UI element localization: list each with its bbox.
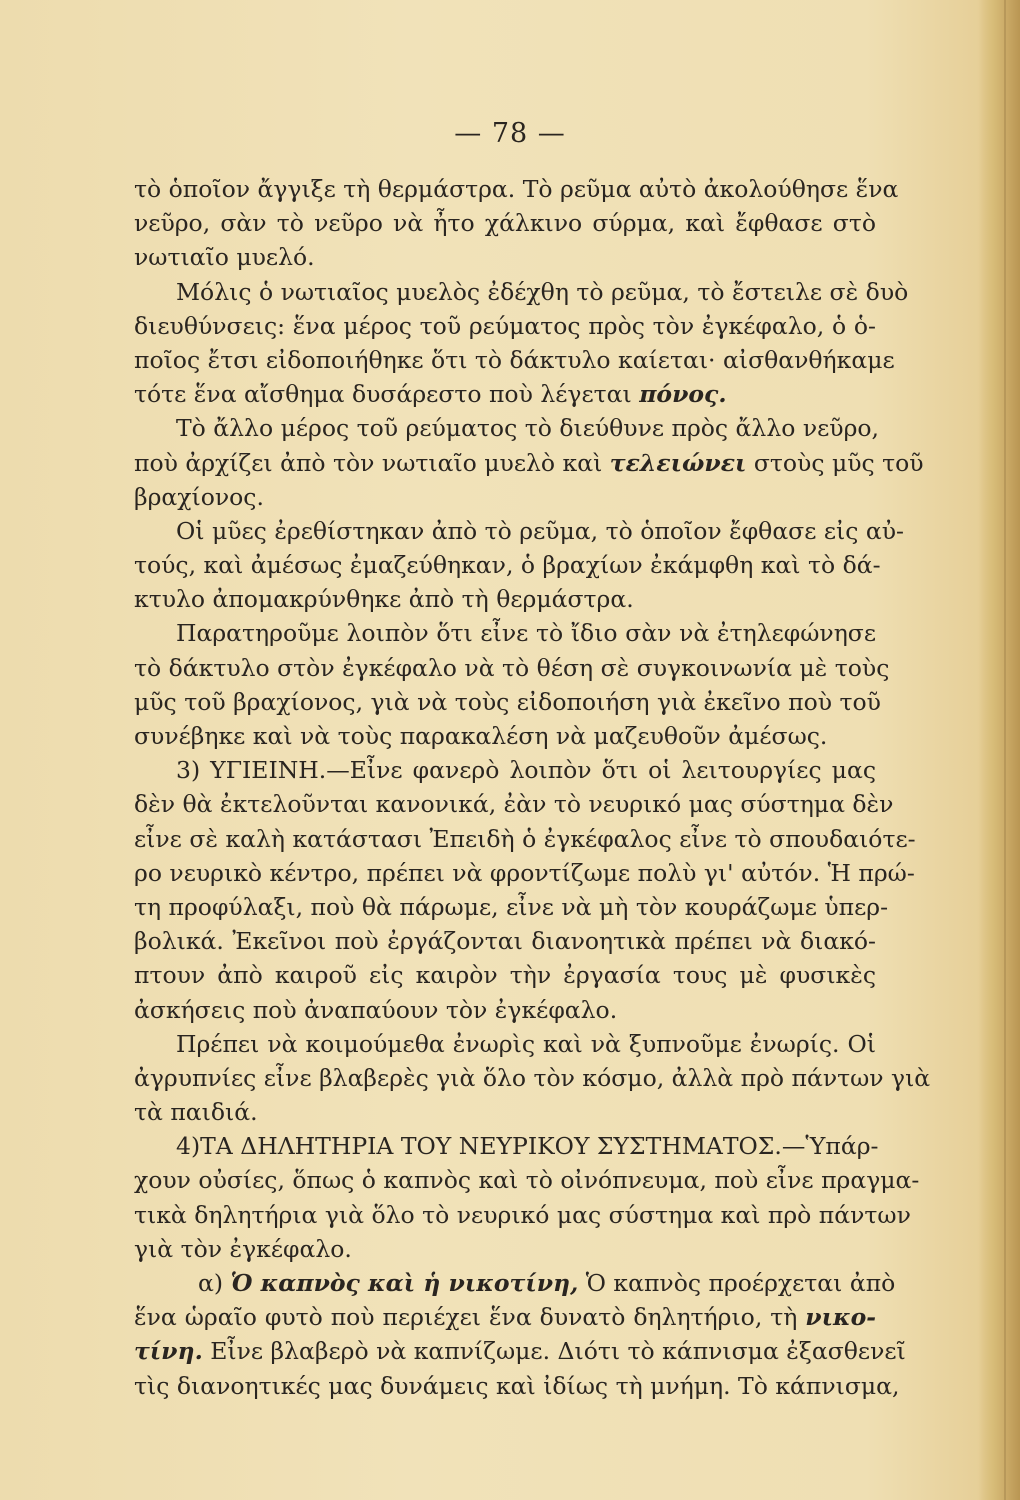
text-line: τὰ παιδιά. <box>134 1098 258 1127</box>
text-fragment: τότε ἕνα αἴσθημα δυσάρεστο ποὺ λέγεται <box>134 380 632 409</box>
emphasis-pain: πόνος. <box>639 380 727 409</box>
text-line: ἀσκήσεις ποὺ ἀναπαύουν τὸν ἐγκέφαλο. <box>134 995 618 1024</box>
text-line: ἀγρυπνίες εἶνε βλαβερὲς γιὰ ὅλο τὸν κόσμο, ἀλλὰ πρὸ πάντων γιὰ <box>134 1063 931 1092</box>
text-line: τὸ δάκτυλο στὸν ἐγκέφαλο νὰ τὸ θέση σὲ συγκοινωνία μὲ τοὺς <box>134 653 890 682</box>
text-line: τὶς διανοητικές μας δυνάμεις καὶ ἰδίως τὴ μνήμη. Τὸ κάπνισμα, <box>134 1371 900 1400</box>
text-line: ρο νευρικὸ κέντρο, πρέπει νὰ φροντίζωμε πολὺ γι' αὐτόν. Ἡ πρώ- <box>134 858 915 887</box>
text-line: τὸ ὁποῖον ἄγγιξε τὴ θερμάστρα. Τὸ ρεῦμα αὐτὸ ἀκολούθησε ἕνα <box>134 175 899 203</box>
body-text <box>134 172 931 1403</box>
text-fragment: Εἶνε βλαβερὸ νὰ καπνίζωμε. Διότι τὸ κάπνισμα ἐξασθενεῖ <box>210 1337 906 1366</box>
text-line: πτουν ἀπὸ καιροῦ εἰς καιρὸν τὴν ἐργασία τους μὲ φυσικὲς <box>134 961 876 990</box>
text-line: δὲν θὰ ἐκτελοῦνται κανονικά, ἐὰν τὸ νευρικό μας σύστημα δὲν <box>134 790 894 819</box>
text-line: τούς, καὶ ἀμέσως ἐμαζεύθηκαν, ὁ βραχίων ἐκάμφθη καὶ τὸ δά- <box>134 551 881 580</box>
text-line: συνέβηκε καὶ νὰ τοὺς παρακαλέση νὰ μαζευθοῦν ἀμέσως. <box>134 722 828 750</box>
text-line: Μόλις ὁ νωτιαῖος μυελὸς ἐδέχθη τὸ ρεῦμα, τὸ ἔστειλε σὲ δυὸ <box>176 277 909 306</box>
emphasis-nicotine-end: τίνη. <box>134 1337 203 1366</box>
text-fragment: ἕνα ὡραῖο φυτὸ ποὺ περιέχει ἕνα δυνατὸ δηλητήριο, τὴ <box>134 1303 798 1332</box>
binding-shadow-line <box>1004 0 1006 1500</box>
text-line <box>134 1300 876 1334</box>
text-line <box>134 1266 896 1300</box>
subsection-title-tobacco: Ὁ καπνὸς καὶ ἡ νικοτίνη, <box>230 1269 579 1297</box>
text-line: νωτιαῖο μυελό. <box>134 243 315 272</box>
text-line: μῦς τοῦ βραχίονος, γιὰ νὰ τοὺς εἰδοποιήση γιὰ ἐκεῖνο ποὺ τοῦ <box>134 687 881 716</box>
emphasis-ends: τελειώνει <box>609 448 747 477</box>
section-heading-hygiene: 3) ΥΓΙΕΙΝΗ.—Εἶνε φανερὸ λοιπὸν ὅτι οἱ λειτουργίες μας <box>176 756 876 785</box>
text-line: χουν οὐσίες, ὅπως ὁ καπνὸς καὶ τὸ οἰνόπνευμα, ποὺ εἶνε πραγμα- <box>134 1166 920 1195</box>
text-line: γιὰ τὸν ἐγκέφαλο. <box>134 1234 352 1263</box>
text-line: κτυλο ἀπομακρύνθηκε ἀπὸ τὴ θερμάστρα. <box>134 585 634 614</box>
page-number: — 78 — <box>454 118 566 149</box>
text-line <box>134 1334 906 1368</box>
text-line: διευθύνσεις: ἕνα μέρος τοῦ ρεύματος πρὸς τὸν ἐγκέφαλο, ὁ ὁ- <box>134 311 876 340</box>
emphasis-nicotine: νικο- <box>805 1303 876 1332</box>
list-marker: α) <box>198 1269 224 1297</box>
text-line: νεῦρο, σὰν τὸ νεῦρο νὰ ἦτο χάλκινο σύρμα, καὶ ἔφθασε στὸ <box>134 209 876 238</box>
text-line: βραχίονος. <box>134 482 264 511</box>
text-line: τη προφύλαξι, ποὺ θὰ πάρωμε, εἶνε νὰ μὴ τὸν κουράζωμε ὑπερ- <box>134 892 889 921</box>
text-line <box>134 446 924 480</box>
text-line: Τὸ ἄλλο μέρος τοῦ ρεύματος τὸ διεύθυνε πρὸς ἄλλο νεῦρο, <box>176 414 880 443</box>
text-line: τικὰ δηλητήρια γιὰ ὅλο τὸ νευρικό μας σύστημα καὶ πρὸ πάντων <box>134 1200 911 1229</box>
text-fragment: στοὺς μῦς τοῦ <box>753 448 924 477</box>
text-line: ποῖος ἔτσι εἰδοποιήθηκε ὅτι τὸ δάκτυλο καίεται· αἰσθανθήκαμε <box>134 345 895 374</box>
text-fragment: Ὁ καπνὸς προέρχεται ἀπὸ <box>585 1269 896 1297</box>
text-line: εἶνε σὲ καλὴ κατάστασι Ἐπειδὴ ὁ ἐγκέφαλος εἶνε τὸ σπουδαιότε- <box>134 824 916 853</box>
text-line <box>134 377 876 411</box>
book-binding-edge <box>978 0 1020 1500</box>
text-line: Παρατηροῦμε λοιπὸν ὅτι εἶνε τὸ ἴδιο σὰν νὰ ἐτηλεφώνησε <box>176 619 876 648</box>
section-heading-poisons: 4)ΤΑ ΔΗΛΗΤΗΡΙΑ ΤΟΥ ΝΕΥΡΙΚΟΥ ΣΥΣΤΗΜΑΤΟΣ.—Ὑπάρ- <box>176 1132 879 1161</box>
text-fragment: ποὺ ἀρχίζει ἀπὸ τὸν νωτιαῖο μυελὸ καὶ <box>134 448 603 477</box>
text-line: Οἱ μῦες ἐρεθίστηκαν ἀπὸ τὸ ρεῦμα, τὸ ὁποῖον ἔφθασε εἰς αὐ- <box>176 516 904 545</box>
text-line: βολικά. Ἐκεῖνοι ποὺ ἐργάζονται διανοητικὰ πρέπει νὰ διακό- <box>134 927 876 956</box>
text-line: Πρέπει νὰ κοιμούμεθα ἐνωρὶς καὶ νὰ ξυπνοῦμε ἐνωρίς. Οἱ <box>176 1029 876 1058</box>
